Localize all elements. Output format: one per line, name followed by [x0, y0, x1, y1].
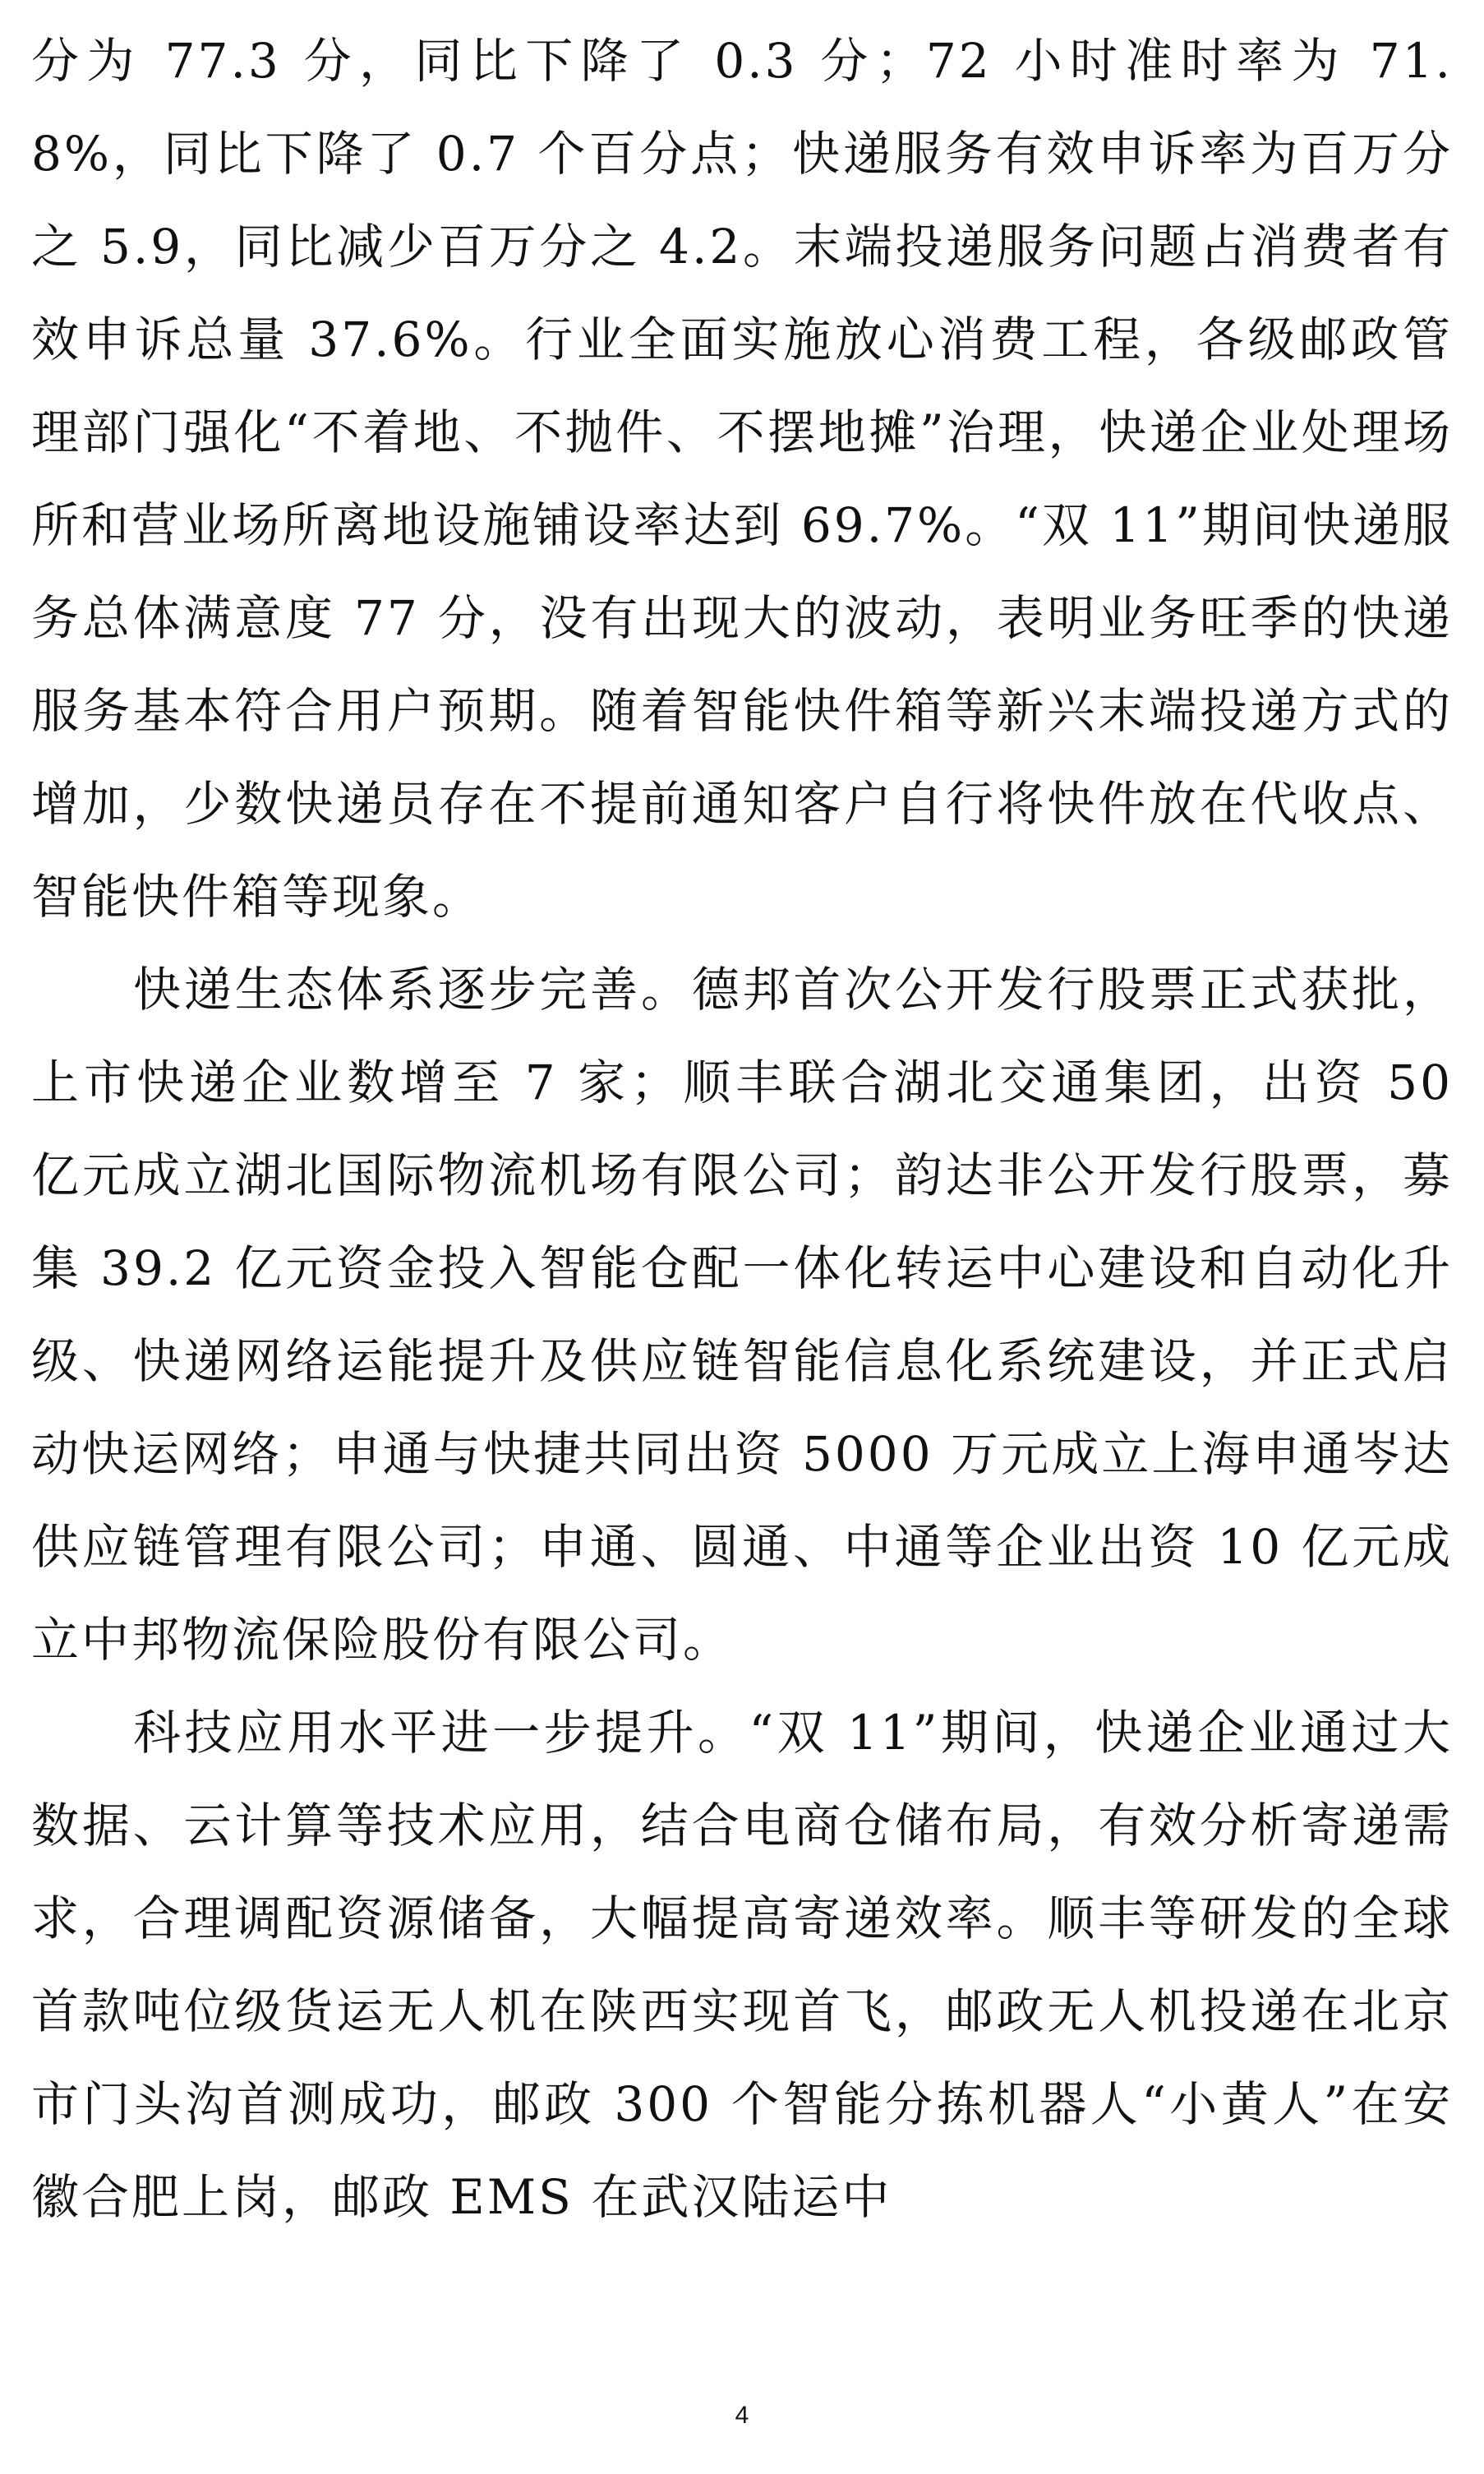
paragraph-ecosystem: 快递生态体系逐步完善。德邦首次公开发行股票正式获批，上市快递企业数增至 7 家；顺丰联合湖北交通集团，出资 50 亿元成立湖北国际物流机场有限公司；韵达非公开发行股票，募集 39.2 亿元资金投入智能仓配一体化转运中心建设和自动化升级、快递网络运能提升及供应链智能信息化系统建设，并正式启动快运网络；申通与快捷共同出资 5000 万元成立上海申通岑达供应链管理有限公司；申通、圆通、中通等企业出资 10 亿元成立中邦物流保险股份有限公司。	[31, 962, 1453, 1668]
paragraph-continuation: 分为 77.3 分，同比下降了 0.3 分；72 小时准时率为 71.8%，同比下降了 0.7 个百分点；快递服务有效申诉率为百万分之 5.9，同比减少百万分之 4.2。末端投递服务问题占消费者有效申诉总量 37.6%。行业全面实施放心消费工程，各级邮政管理部门强化“不着地、不抛件、不摆地摊”治理，快递企业处理场所和营业场所离地设施铺设率达到 69.7%。“双 11”期间快递服务总体满意度 77 分，没有出现大的波动，表明业务旺季的快递服务基本符合用户预期。随着智能快件箱等新兴末端投递方式的增加，少数快递员存在不提前通知客户自行将快件放在代收点、智能快件箱等现象。	[31, 33, 1453, 925]
body-text	[31, 15, 1453, 2244]
page-number: 4	[735, 2402, 749, 2429]
paragraph-technology: 科技应用水平进一步提升。“双 11”期间，快递企业通过大数据、云计算等技术应用，结合电商仓储布局，有效分析寄递需求，合理调配资源储备，大幅提高寄递效率。顺丰等研发的全球首款吨位级货运无人机在陕西实现首飞，邮政无人机投递在北京市门头沟首测成功，邮政 300 个智能分拣机器人“小黄人”在安徽合肥上岗，邮政 EMS 在武汉陆运中	[31, 1705, 1453, 2225]
